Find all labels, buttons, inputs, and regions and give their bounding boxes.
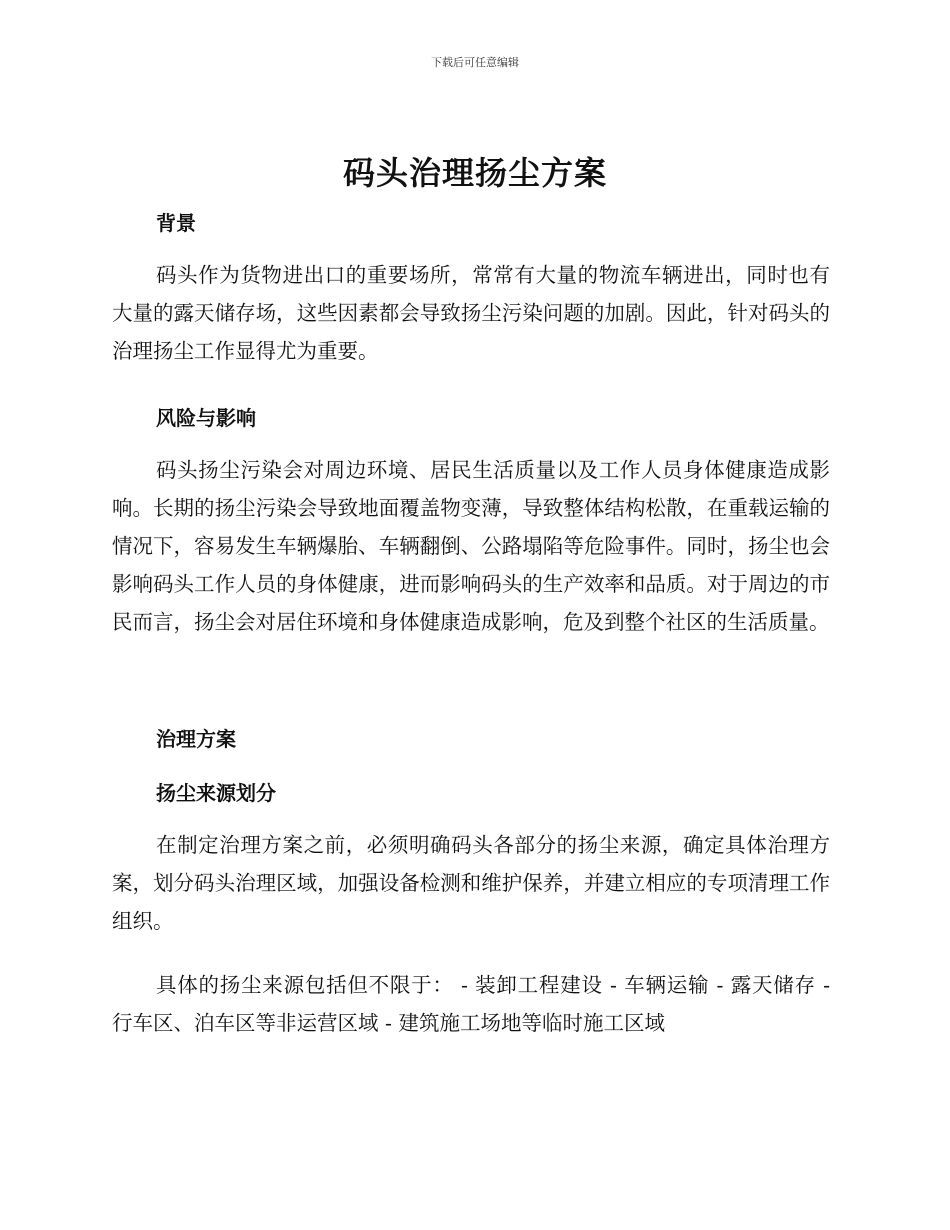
heading-source: 扬尘来源划分 xyxy=(156,781,276,805)
heading-background: 背景 xyxy=(156,211,196,235)
paragraph-risk: 码头扬尘污染会对周边环境、居民生活质量以及工作人员身体健康造成影响。长期的扬尘污染会导致地面覆盖物变薄，导致整体结构松散，在重载运输的情况下，容易发生车辆爆胎、车辆翻倒、公路塌陷等危险事件。同时，扬尘也会影响码头工作人员的身体健康，进而影响码头的生产效率和品质。对于周边的市民而言，扬尘会对居住环境和身体健康造成影响，危及到整个社区的生活质量。 xyxy=(112,458,830,634)
paragraph-source-1: 在制定治理方案之前，必须明确码头各部分的扬尘来源，确定具体治理方案，划分码头治理区域，加强设备检测和维护保养，并建立相应的专项清理工作组织。 xyxy=(112,833,830,933)
paragraph-background: 码头作为货物进出口的重要场所，常常有大量的物流车辆进出，同时也有大量的露天储存场，这些因素都会导致扬尘污染问题的加剧。因此，针对码头的治理扬尘工作显得尤为重要。 xyxy=(112,263,830,363)
heading-plan: 治理方案 xyxy=(156,727,236,751)
document-title: 码头治理扬尘方案 xyxy=(342,154,607,192)
paragraph-source-2: 具体的扬尘来源包括但不限于： - 装卸工程建设 - 车辆运输 - 露天储存 - 行车区、泊车区等非运营区域 - 建筑施工场地等临时施工区域 xyxy=(112,973,830,1035)
heading-risk: 风险与影响 xyxy=(156,406,256,430)
header-note: 下载后可任意编辑 xyxy=(431,56,519,69)
